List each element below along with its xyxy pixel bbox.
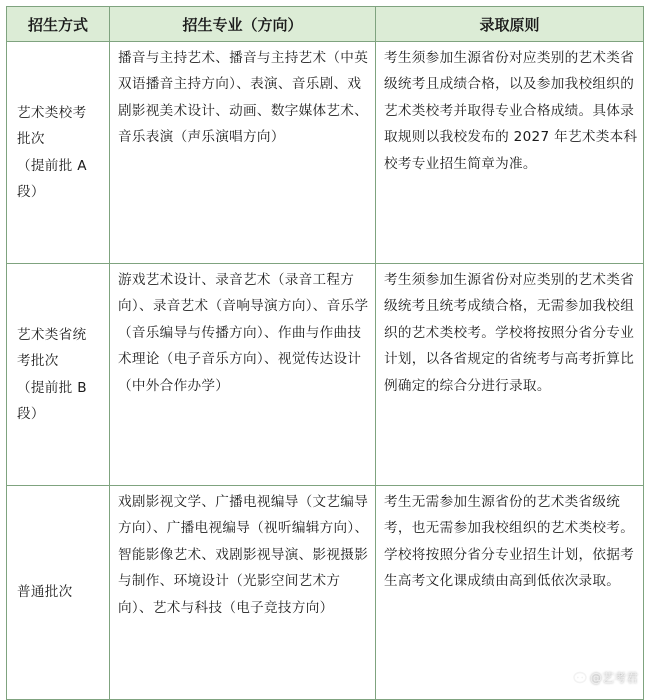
admission-mode-cell [7,42,110,264]
admission-mode-line: （提前批 A [17,157,87,174]
table-header-row [7,7,644,42]
majors-cell: 戏剧影视文学、广播电视编导（文艺编导方向）、广播电视编导（视听编辑方向）、智能影像艺术、戏剧影视导演、影视摄影与制作、环境设计（光影空间艺术方向）、艺术与科技（电子竞技方向） [110,486,376,700]
principle-cell: 考生须参加生源省份对应类别的艺术类省级统考且成绩合格，以及参加我校组织的艺术类校考并取得专业合格成绩。具体录取规则以我校发布的 2027 年艺术类本科校考专业招生简章为准。 [376,42,644,264]
admission-mode-line: 段） [17,183,45,200]
table-row [7,486,644,700]
watermark [573,669,638,686]
admission-mode-line: 艺术类省统 [17,326,87,343]
table-row [7,42,644,264]
header-majors: 招生专业（方向） [110,7,376,42]
admission-mode-line: 考批次 [17,353,59,370]
majors-cell: 游戏艺术设计、录音艺术（录音工程方向）、录音艺术（音响导演方向）、音乐学（音乐编导与传播方向）、作曲与作曲技术理论（电子音乐方向）、视觉传达设计（中外合作办学） [110,264,376,486]
admission-mode-line: 艺术类校考 [17,104,87,121]
admission-mode-cell [7,264,110,486]
principle-cell: 考生须参加生源省份对应类别的艺术类省级统考且统考成绩合格，无需参加我校组织的艺术类校考。学校将按照分省分专业计划，以各省规定的省统考与高考折算比例确定的综合分进行录取。 [376,264,644,486]
admission-table [6,6,644,700]
header-admission-principle: 录取原则 [376,7,644,42]
table-row [7,264,644,486]
admission-mode-cell [7,486,110,700]
chat-bubble-icon [573,671,587,685]
header-admission-mode: 招生方式 [7,7,110,42]
principle-cell: 考生无需参加生源省份的艺术类省级统考，也无需参加我校组织的艺术类校考。学校将按照分省分专业招生计划，依据考生高考文化课成绩由高到低依次录取。 [376,486,644,700]
admission-mode-line: 普通批次 [17,584,73,601]
admission-mode-line: 批次 [17,131,45,148]
watermark-text: @艺考君 [589,671,638,685]
majors-cell: 播音与主持艺术、播音与主持艺术（中英双语播音主持方向）、表演、音乐剧、戏剧影视美术设计、动画、数字媒体艺术、音乐表演（声乐演唱方向） [110,42,376,264]
admission-mode-line: 段） [17,405,45,422]
admission-mode-line: （提前批 B [17,379,87,396]
